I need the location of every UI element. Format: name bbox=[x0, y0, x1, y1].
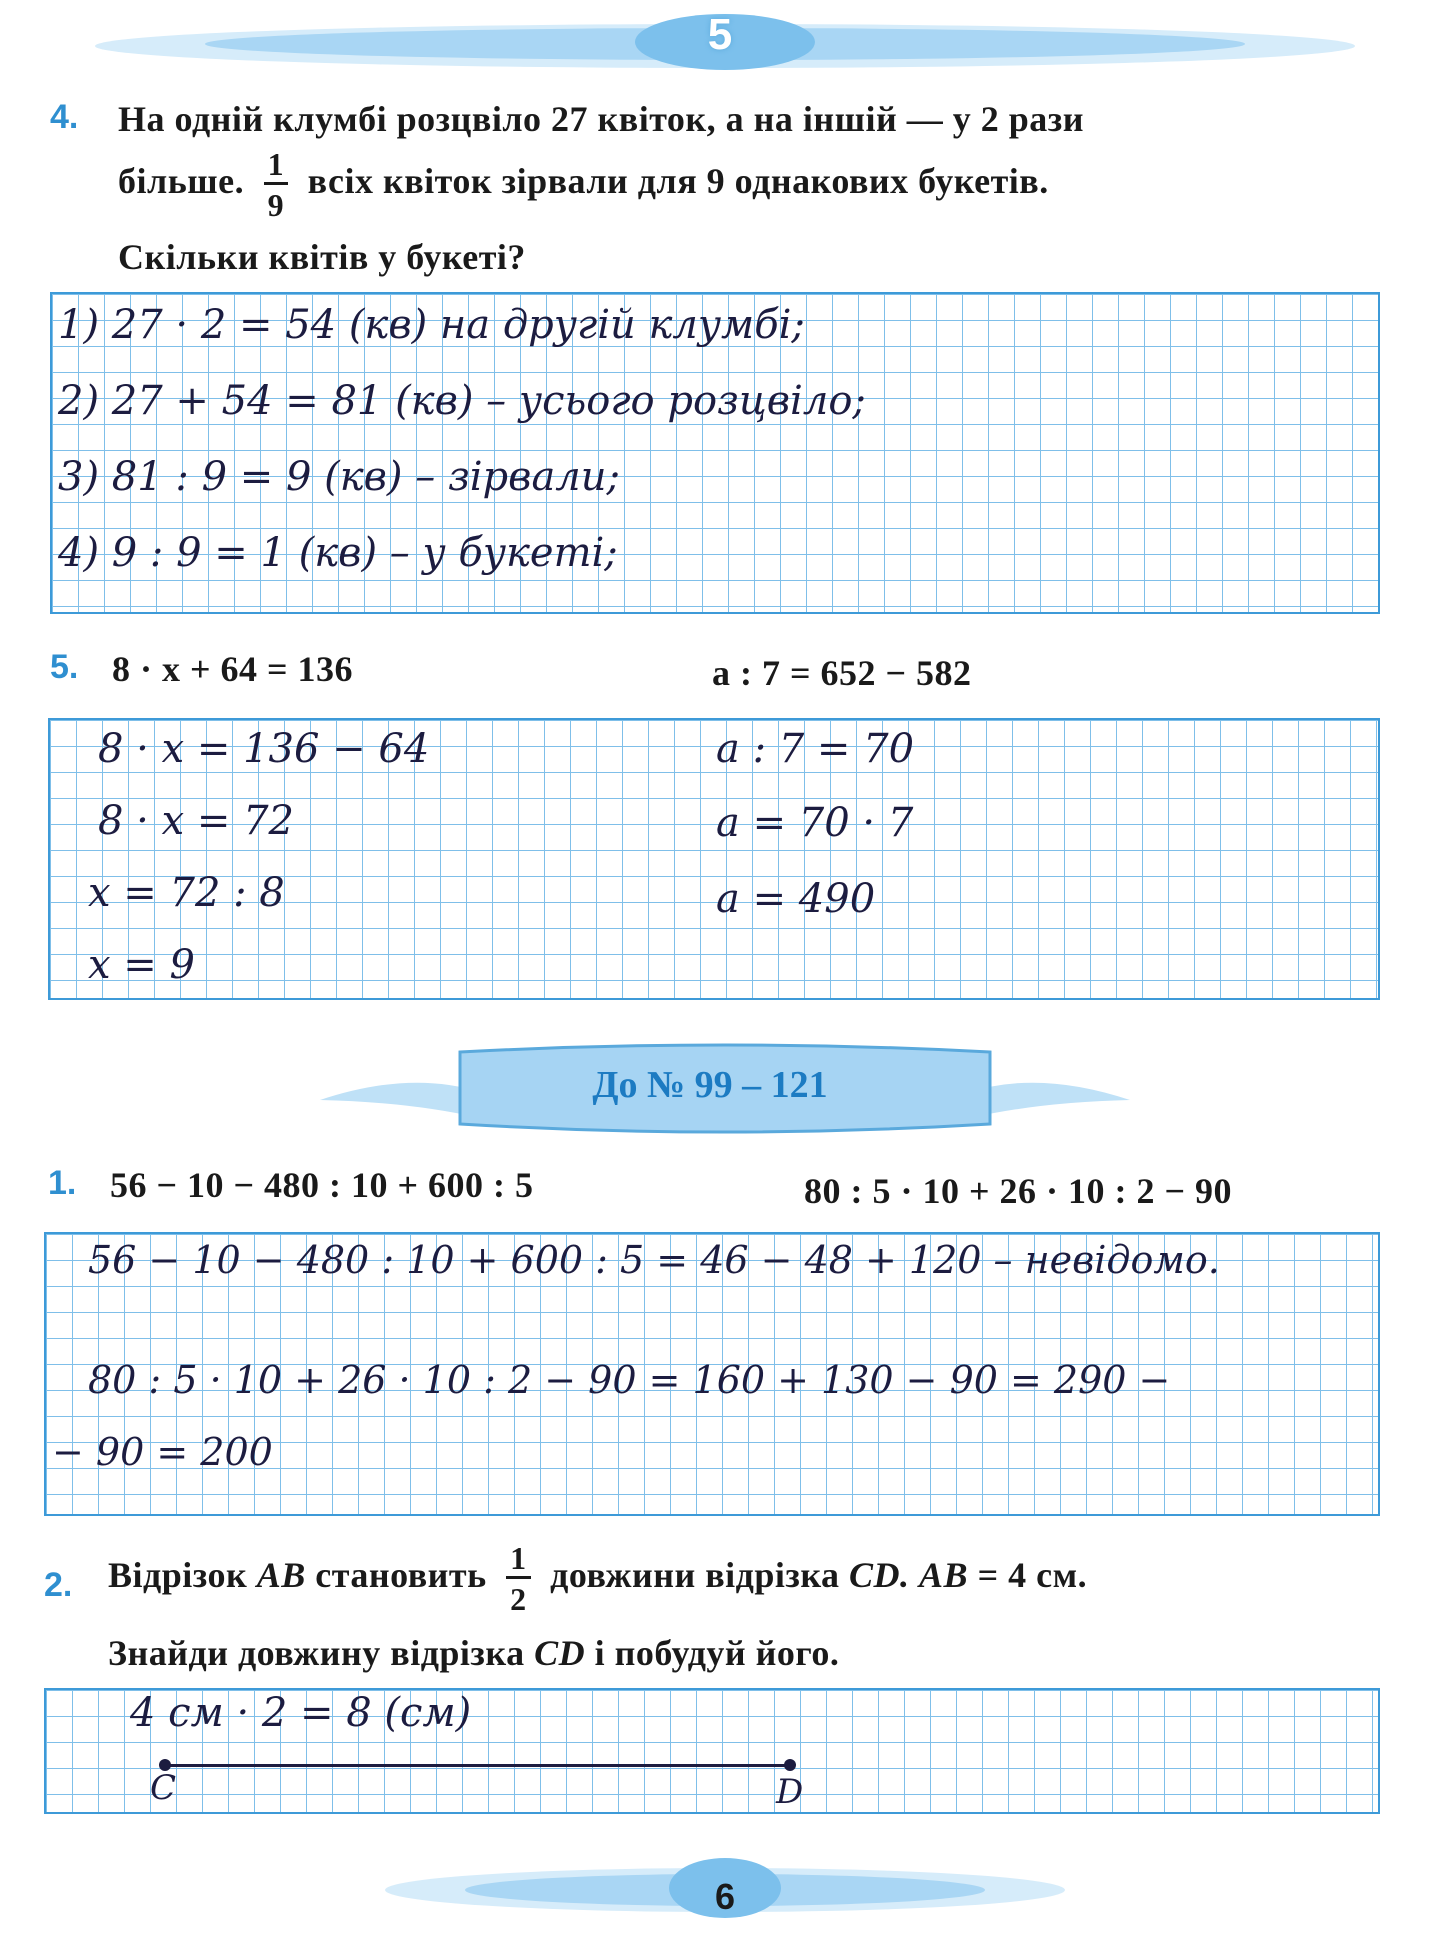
task-4-line-2-start: більше. bbox=[118, 160, 245, 201]
task-4-grid bbox=[50, 292, 1380, 614]
fraction-denominator: 2 bbox=[510, 1581, 527, 1617]
task-4-number: 4. bbox=[50, 98, 79, 136]
task-4-line-2-end: всіх квіток зірвали для 9 однакових букетів. bbox=[307, 160, 1049, 201]
task-1-grid bbox=[44, 1232, 1380, 1516]
solution-step-2: 2) 27 + 54 = 81 (кв) – усього розцвіло; bbox=[58, 378, 866, 424]
segment-cd-label-2: CD bbox=[534, 1633, 586, 1673]
task-4-line-3: Скільки квітів у букеті? bbox=[118, 237, 526, 277]
page-top-number: 5 bbox=[707, 10, 733, 59]
task-1-expression-left: 56 − 10 − 480 : 10 + 600 : 5 bbox=[110, 1165, 534, 1205]
task-5-grid bbox=[48, 718, 1380, 1000]
task-2-line-2 bbox=[108, 1632, 839, 1674]
left-step-3: x = 72 : 8 bbox=[88, 870, 285, 916]
task-2-text-3: довжини відрізка bbox=[550, 1554, 840, 1595]
solution-step-3: 3) 81 : 9 = 9 (кв) – зірвали; bbox=[58, 454, 620, 500]
task-1-work-line-2: 80 : 5 · 10 + 26 · 10 : 2 − 90 = 160 + 130 − 90 = 290 − bbox=[88, 1358, 1171, 1402]
task-2-number: 2. bbox=[44, 1566, 73, 1604]
point-d-marker bbox=[784, 1759, 796, 1771]
task-2-text-4: = 4 см. bbox=[977, 1554, 1088, 1595]
task-4-fraction bbox=[264, 148, 289, 221]
solution-step-4: 4) 9 : 9 = 1 (кв) – у букеті; bbox=[58, 530, 618, 576]
segment-cd-label: CD. bbox=[849, 1554, 910, 1595]
point-c-label: C bbox=[150, 1768, 177, 1808]
task-1-work-line-1: 56 − 10 − 480 : 10 + 600 : 5 = 46 − 48 + 120 – невідомо. bbox=[88, 1238, 1220, 1282]
segment-ab-label: AB bbox=[256, 1554, 306, 1595]
segment-ab-label-2: AB bbox=[919, 1554, 969, 1595]
task-2-line-1 bbox=[108, 1542, 1087, 1615]
task-2-fraction bbox=[506, 1542, 531, 1615]
task-5-equation-right: a : 7 = 652 − 582 bbox=[712, 653, 972, 693]
section-title: До № 99 – 121 bbox=[592, 1064, 828, 1106]
task-1-number: 1. bbox=[48, 1164, 77, 1202]
right-step-2: a = 70 · 7 bbox=[716, 800, 914, 846]
page-number: 6 bbox=[714, 1876, 736, 1917]
task-4-line-2 bbox=[118, 148, 1049, 221]
task-2-text-6: і побудуй його. bbox=[594, 1633, 840, 1673]
task-1-work-line-3: − 90 = 200 bbox=[52, 1430, 273, 1474]
right-step-1: a : 7 = 70 bbox=[716, 726, 915, 772]
task-2-text-2: становить bbox=[315, 1554, 487, 1595]
task-5-number: 5. bbox=[50, 648, 79, 686]
task-1-expression-right: 80 : 5 · 10 + 26 · 10 : 2 − 90 bbox=[804, 1171, 1233, 1211]
task-2-work: 4 см · 2 = 8 (см) bbox=[130, 1690, 472, 1736]
fraction-numerator: 1 bbox=[506, 1542, 531, 1579]
point-d-label: D bbox=[776, 1772, 804, 1812]
fraction-denominator: 9 bbox=[267, 187, 285, 223]
segment-cd bbox=[164, 1764, 790, 1767]
task-5-equation-left: 8 · x + 64 = 136 bbox=[112, 649, 354, 689]
left-step-2: 8 · x = 72 bbox=[98, 798, 294, 844]
task-2-text-1: Відрізок bbox=[108, 1554, 248, 1595]
left-step-4: x = 9 bbox=[88, 942, 195, 988]
solution-step-1: 1) 27 · 2 = 54 (кв) на другій клумбі; bbox=[58, 302, 805, 348]
fraction-numerator: 1 bbox=[264, 148, 289, 185]
task-4-line-1: На одній клумбі розцвіло 27 квіток, а на іншій — у 2 рази bbox=[118, 99, 1085, 139]
right-step-3: a = 490 bbox=[716, 876, 876, 922]
left-step-1: 8 · x = 136 − 64 bbox=[98, 726, 430, 772]
task-2-grid bbox=[44, 1688, 1380, 1814]
task-2-text-5: Знайди довжину відрізка bbox=[108, 1633, 525, 1673]
